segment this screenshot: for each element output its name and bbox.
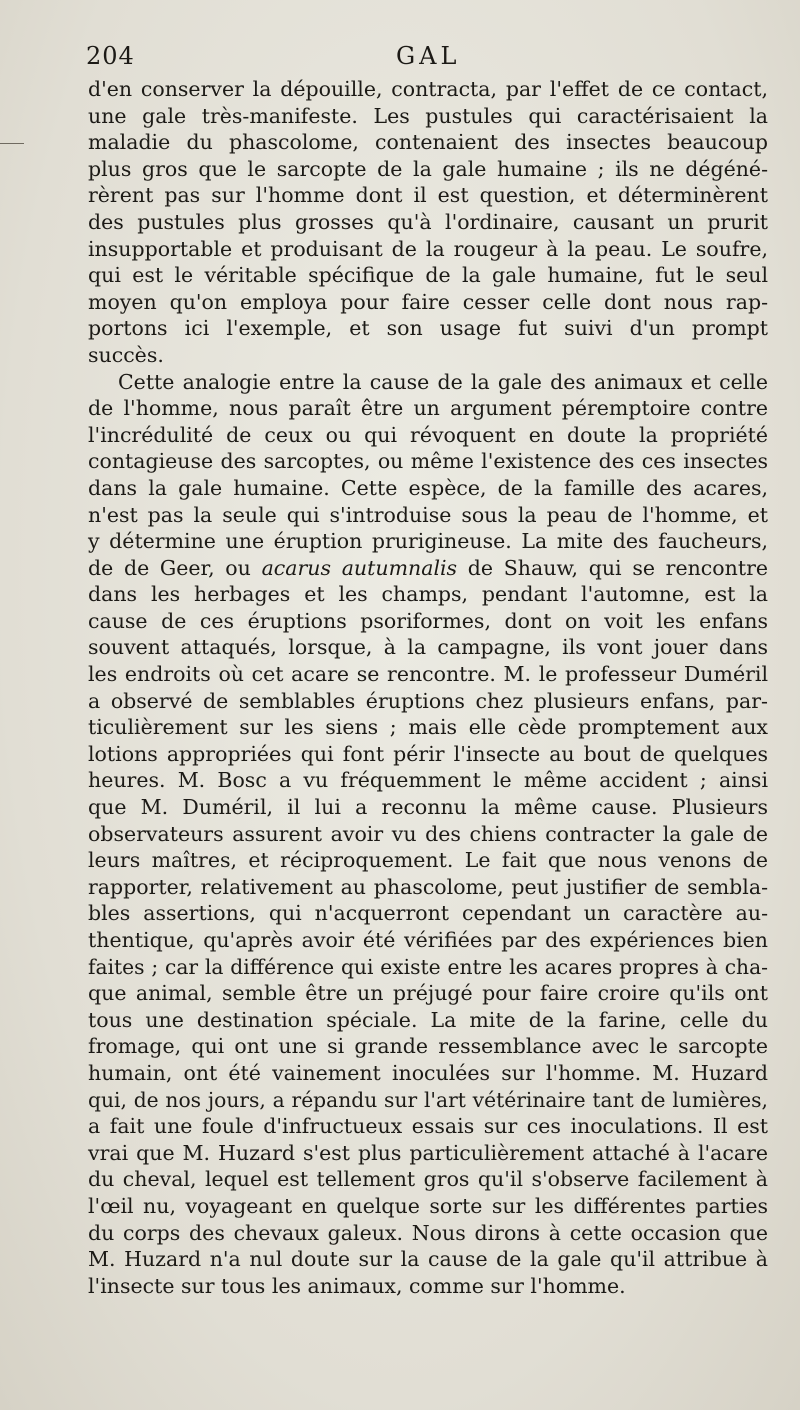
text-segment: de Shauw, qui se rencontre bbox=[457, 555, 768, 580]
paragraph-1 bbox=[88, 76, 768, 369]
text-line: de l'homme, nous paraît être un argument péremptoire contre bbox=[88, 396, 768, 421]
text-line: les endroits où cet acare se rencontre. M. le professeur Duméril bbox=[88, 662, 768, 687]
text-line: rapporter, relativement au phascolome, peut justifier de sembla- bbox=[88, 874, 768, 899]
text-line: faites ; car la différence qui existe entre les acares propres à cha- bbox=[88, 954, 768, 979]
text-line: une gale très-manifeste. Les pustules qui caractérisaient la bbox=[88, 103, 768, 128]
text-line: M. Huzard n'a nul doute sur la cause de la gale qu'il attribue à bbox=[88, 1247, 768, 1272]
text-line: a fait une foule d'infructueux essais sur ces inoculations. Il est bbox=[88, 1114, 768, 1139]
paragraph-2 bbox=[88, 369, 768, 1300]
text-segment: de de Geer, ou bbox=[88, 555, 262, 580]
text-line: que M. Duméril, il lui a reconnu la même cause. Plusieurs bbox=[88, 795, 768, 820]
text-line: leurs maîtres, et réciproquement. Le fait que nous venons de bbox=[88, 848, 768, 873]
text-line: lotions appropriées qui font périr l'insecte au bout de quelques bbox=[88, 741, 768, 766]
text-line: du cheval, lequel est tellement gros qu'il s'observe facilement à bbox=[88, 1167, 768, 1192]
running-head bbox=[86, 42, 780, 74]
text-line: vrai que M. Huzard s'est plus particulièrement attaché à l'acare bbox=[88, 1140, 768, 1165]
text-line: dans la gale humaine. Cette espèce, de la famille des acares, bbox=[88, 475, 768, 500]
text-line: que animal, semble être un préjugé pour faire croire qu'ils ont bbox=[88, 981, 768, 1006]
species-name-italic: acarus autumnalis bbox=[261, 555, 458, 580]
text-line: n'est pas la seule qui s'introduise sous la peau de l'homme, et bbox=[88, 502, 768, 527]
text-line: cause de ces éruptions psoriformes, dont on voit les enfans bbox=[88, 608, 768, 633]
page-number: 204 bbox=[86, 42, 135, 70]
text-line: moyen qu'on employa pour faire cesser celle dont nous rap- bbox=[88, 289, 768, 314]
text-line: fromage, qui ont une si grande ressemblance avec le sarcopte bbox=[88, 1034, 768, 1059]
text-line: heures. M. Bosc a vu fréquemment le même accident ; ainsi bbox=[88, 768, 768, 793]
text-line: dans les herbages et les champs, pendant l'automne, est la bbox=[88, 582, 768, 607]
text-line: bles assertions, qui n'acquerront cependant un caractère au- bbox=[88, 901, 768, 926]
running-title: GAL bbox=[396, 42, 461, 70]
text-line: qui, de nos jours, a répandu sur l'art vétérinaire tant de lumières, bbox=[88, 1087, 768, 1112]
text-line-with-italic bbox=[88, 555, 768, 582]
text-line: humain, ont été vainement inoculées sur l'homme. M. Huzard bbox=[88, 1060, 768, 1085]
text-line: ticulièrement sur les siens ; mais elle cède promptement aux bbox=[88, 715, 768, 740]
body-text bbox=[88, 76, 768, 1299]
text-line: succès. bbox=[88, 342, 164, 367]
text-line: maladie du phascolome, contenaient des insectes beaucoup bbox=[88, 130, 768, 155]
text-line: qui est le véritable spécifique de la gale humaine, fut le seul bbox=[88, 263, 768, 288]
text-line: des pustules plus grosses qu'à l'ordinaire, causant un prurit bbox=[88, 209, 768, 234]
margin-mark bbox=[0, 143, 24, 144]
text-line: a observé de semblables éruptions chez plusieurs enfans, par- bbox=[88, 688, 768, 713]
text-line: observateurs assurent avoir vu des chiens contracter la gale de bbox=[88, 821, 768, 846]
text-line: du corps des chevaux galeux. Nous dirons à cette occasion que bbox=[88, 1220, 768, 1245]
text-line: l'œil nu, voyageant en quelque sorte sur les différentes parties bbox=[88, 1193, 768, 1218]
text-line: plus gros que le sarcopte de la gale humaine ; ils ne dégéné- bbox=[88, 156, 768, 181]
text-line: portons ici l'exemple, et son usage fut suivi d'un prompt bbox=[88, 316, 768, 341]
text-line: thentique, qu'après avoir été vérifiées par des expériences bien bbox=[88, 928, 768, 952]
text-line: souvent attaqués, lorsque, à la campagne, ils vont jouer dans bbox=[88, 635, 768, 660]
text-line: Cette analogie entre la cause de la gale des animaux et celle bbox=[118, 369, 768, 394]
text-line: rèrent pas sur l'homme dont il est question, et déterminèrent bbox=[88, 183, 768, 208]
text-line: contagieuse des sarcoptes, ou même l'existence des ces insectes bbox=[88, 449, 768, 474]
text-line: l'incrédulité de ceux ou qui révoquent en doute la propriété bbox=[88, 422, 768, 447]
text-line: tous une destination spéciale. La mite de la farine, celle du bbox=[88, 1007, 768, 1032]
text-line: insupportable et produisant de la rougeur à la peau. Le soufre, bbox=[88, 236, 768, 261]
text-line: y détermine une éruption prurigineuse. La mite des faucheurs, bbox=[88, 529, 768, 554]
text-line: l'insecte sur tous les animaux, comme sur l'homme. bbox=[88, 1273, 626, 1298]
text-line: d'en conserver la dépouille, contracta, par l'effet de ce contact, bbox=[88, 77, 768, 101]
